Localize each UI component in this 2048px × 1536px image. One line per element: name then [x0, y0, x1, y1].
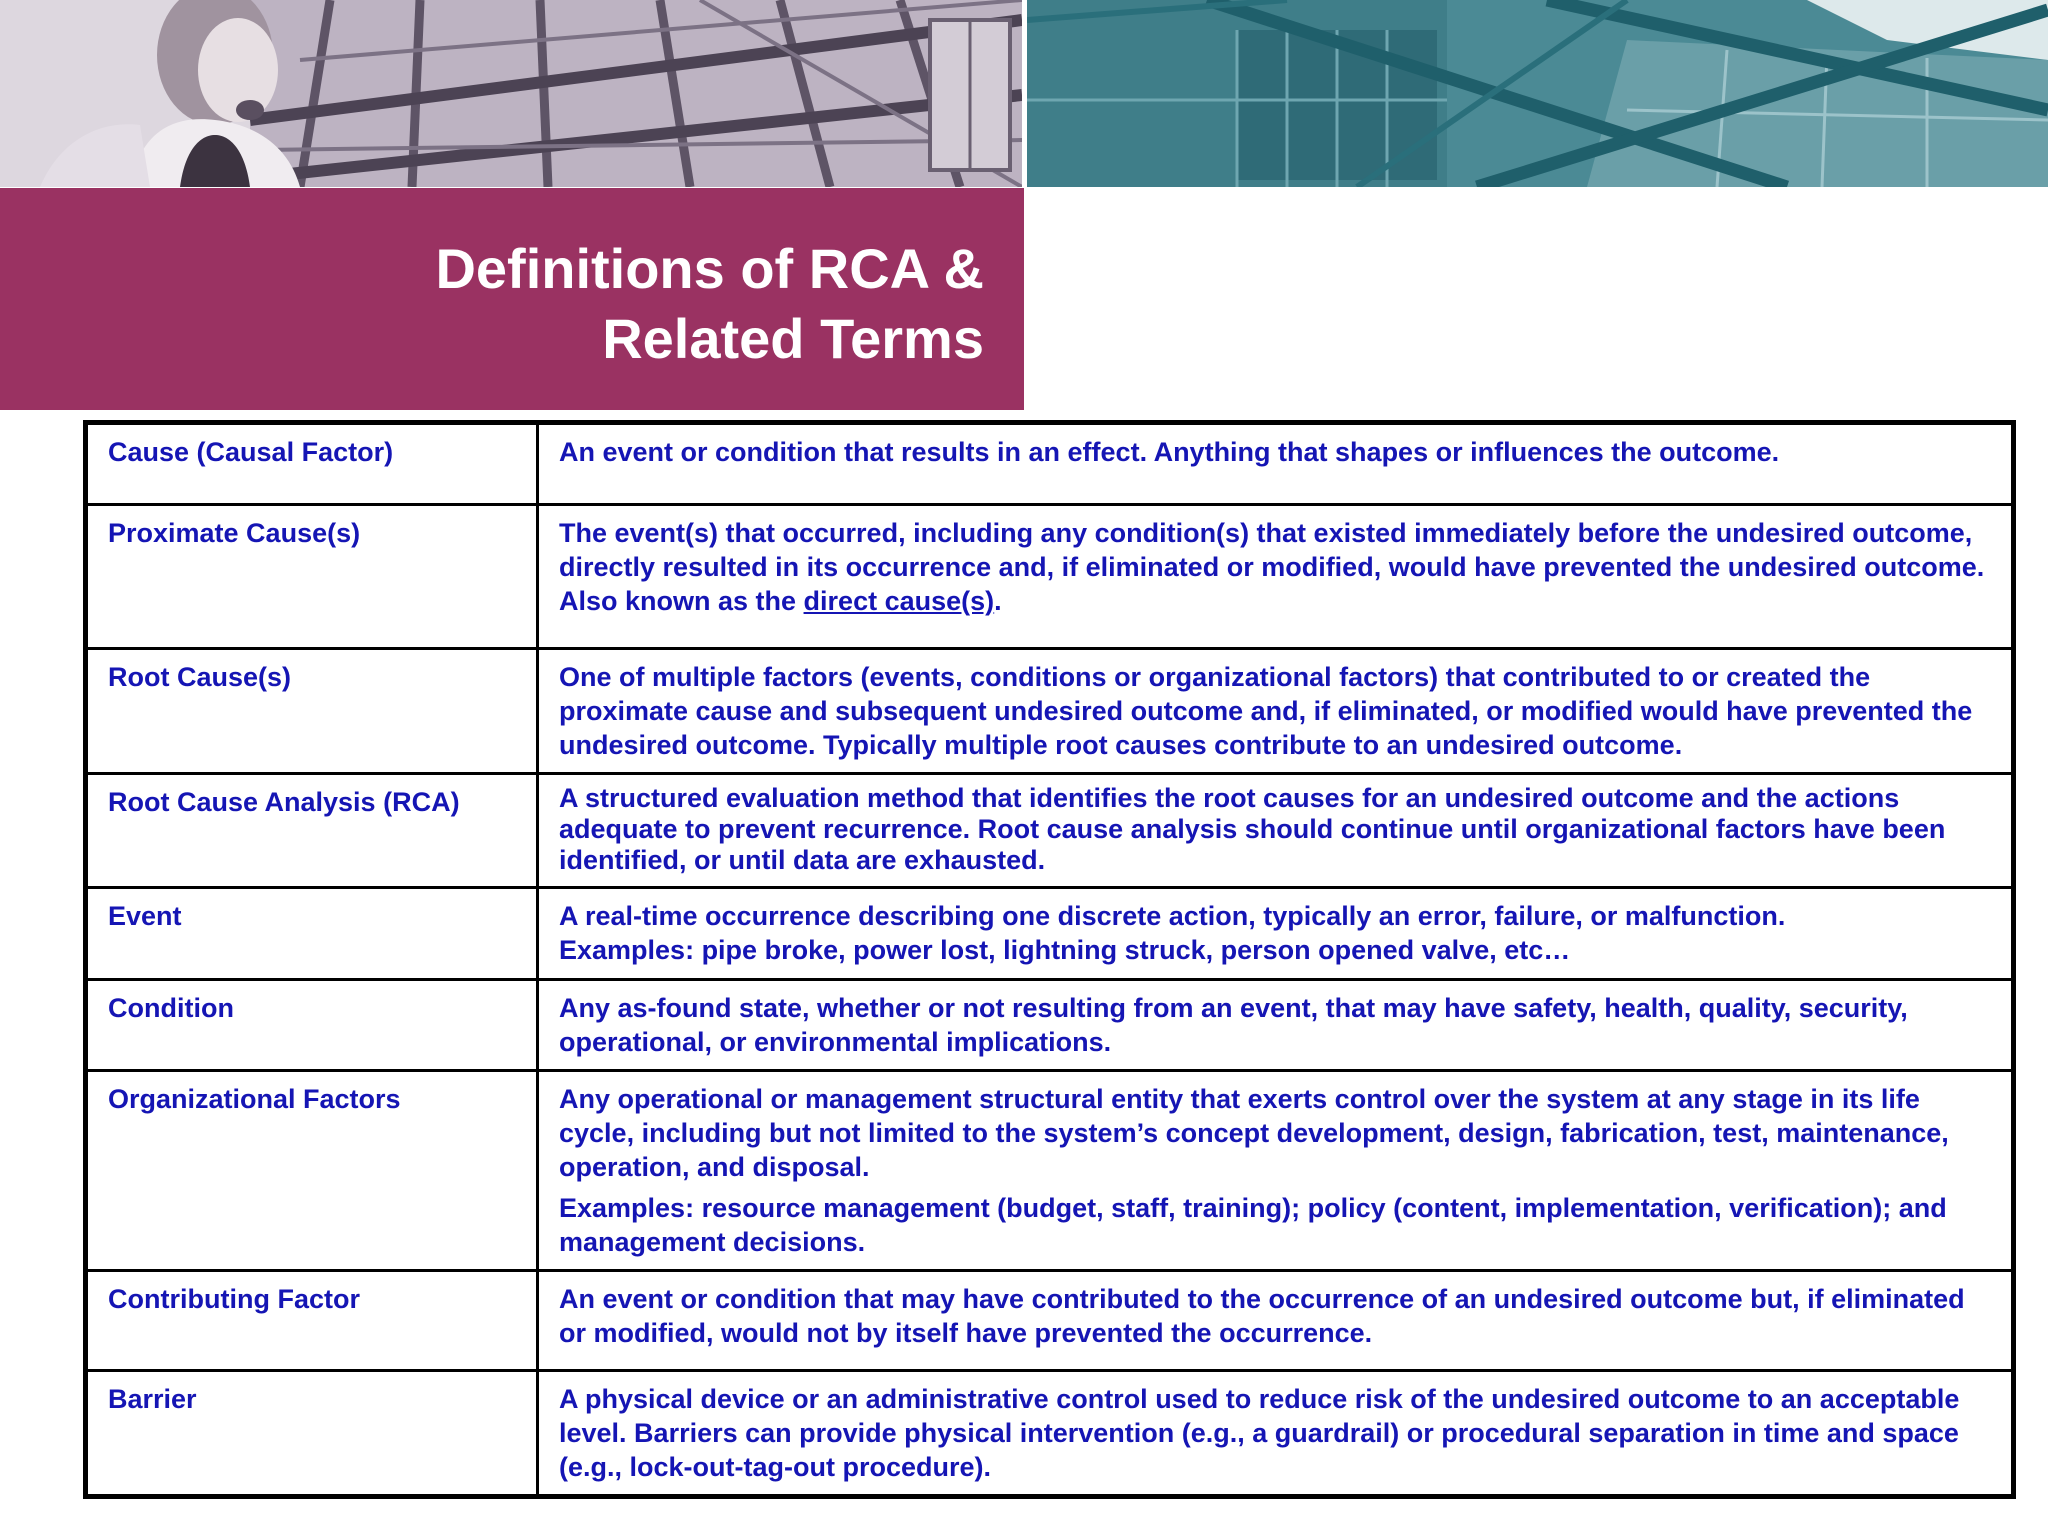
table-row [86, 980, 2014, 1071]
definition-cell [538, 1071, 2014, 1271]
definition-examples: Examples: pipe broke, power lost, lightning struck, person opened valve, etc… [559, 935, 1571, 965]
definition-cell [538, 980, 2014, 1071]
term-cell [86, 1071, 538, 1271]
term-cell [86, 423, 538, 505]
table-row [86, 423, 2014, 505]
table-row [86, 1071, 2014, 1271]
definition-text: A physical device or an administrative control used to reduce risk of the undesired outcome to an acceptable level. Barriers can provide physical intervention (e.g., a guardrail) or procedural separation in time and space (e.g., lock-out-tag-out procedure). [559, 1384, 1960, 1482]
term-label: Condition [108, 993, 234, 1023]
definition-text-main: A real-time occurrence describing one discrete action, typically an error, failure, or malfunction. [559, 901, 1786, 931]
term-cell [86, 774, 538, 888]
table-row [86, 888, 2014, 980]
direct-causes-link-text: direct cause(s) [803, 586, 995, 616]
definition-text: One of multiple factors (events, conditions or organizational factors) that contributed to or created the proximate cause and subsequent undesired outcome and, if eliminated, or modified would have prevented the undesired outcome. Typically multiple root causes contribute to an undesired outcome. [559, 662, 1973, 760]
definition-cell [538, 505, 2014, 649]
term-label: Barrier [108, 1384, 197, 1414]
table-row [86, 505, 2014, 649]
glass-building-image [1027, 0, 2048, 187]
term-cell [86, 505, 538, 649]
term-cell [86, 888, 538, 980]
term-label: Organizational Factors [108, 1084, 401, 1114]
definition-cell [538, 774, 2014, 888]
woman-with-phone-image [0, 0, 1022, 187]
title-line-1: Definitions of RCA & [435, 237, 984, 300]
term-label: Proximate Cause(s) [108, 518, 361, 548]
definition-text: Any as-found state, whether or not resulting from an event, that may have safety, health, quality, security, operational, or environmental implications. [559, 993, 1908, 1057]
definition-examples: Examples: resource management (budget, staff, training); policy (content, implementation, verification); and management decisions. [559, 1193, 1947, 1257]
term-cell [86, 649, 538, 774]
table-row [86, 649, 2014, 774]
definition-cell [538, 888, 2014, 980]
definition-text: An event or condition that may have contributed to the occurrence of an undesired outcome but, if eliminated or modified, would not by itself have prevented the occurrence. [559, 1284, 1965, 1348]
slide-title [84, 234, 984, 374]
definition-text [559, 516, 1993, 618]
definition-cell [538, 649, 2014, 774]
term-label: Root Cause(s) [108, 662, 292, 692]
table-row [86, 1371, 2014, 1497]
definition-text: A structured evaluation method that identifies the root causes for an undesired outcome and the actions adequate to prevent recurrence. Root cause analysis should continue until organizational factors have been identified, or until data are exhausted. [559, 783, 1946, 875]
definition-text: An event or condition that results in an effect. Anything that shapes or influences the outcome. [559, 437, 1780, 467]
table-row [86, 774, 2014, 888]
glass-building-photo [1027, 0, 2048, 187]
definition-text [559, 899, 1993, 967]
definition-cell [538, 1271, 2014, 1371]
term-cell [86, 980, 538, 1071]
term-label: Cause (Causal Factor) [108, 437, 394, 467]
term-label: Contributing Factor [108, 1284, 360, 1314]
term-label: Root Cause Analysis (RCA) [108, 787, 460, 817]
definitions-table [83, 420, 2016, 1499]
table-row [86, 1271, 2014, 1371]
definition-text: Any operational or management structural entity that exerts control over the system at any stage in its life cycle, including but not limited to the system’s concept development, design, fabrication, test, maintenance, operation, and disposal. [559, 1084, 1949, 1182]
definition-text-main: The event(s) that occurred, including any condition(s) that existed immediately before the undesired outcome, directly resulted in its occurrence and, if eliminated or modified, would have prevented the undesired outcome. Also known as the [559, 518, 1985, 616]
definition-cell [538, 1371, 2014, 1497]
term-cell [86, 1271, 538, 1371]
woman-with-phone-photo [0, 0, 1022, 187]
term-label: Event [108, 901, 182, 931]
title-line-2: Related Terms [602, 307, 984, 370]
definition-text-end: . [994, 586, 1002, 616]
title-band [0, 188, 1024, 410]
definition-cell [538, 423, 2014, 505]
term-cell [86, 1371, 538, 1497]
